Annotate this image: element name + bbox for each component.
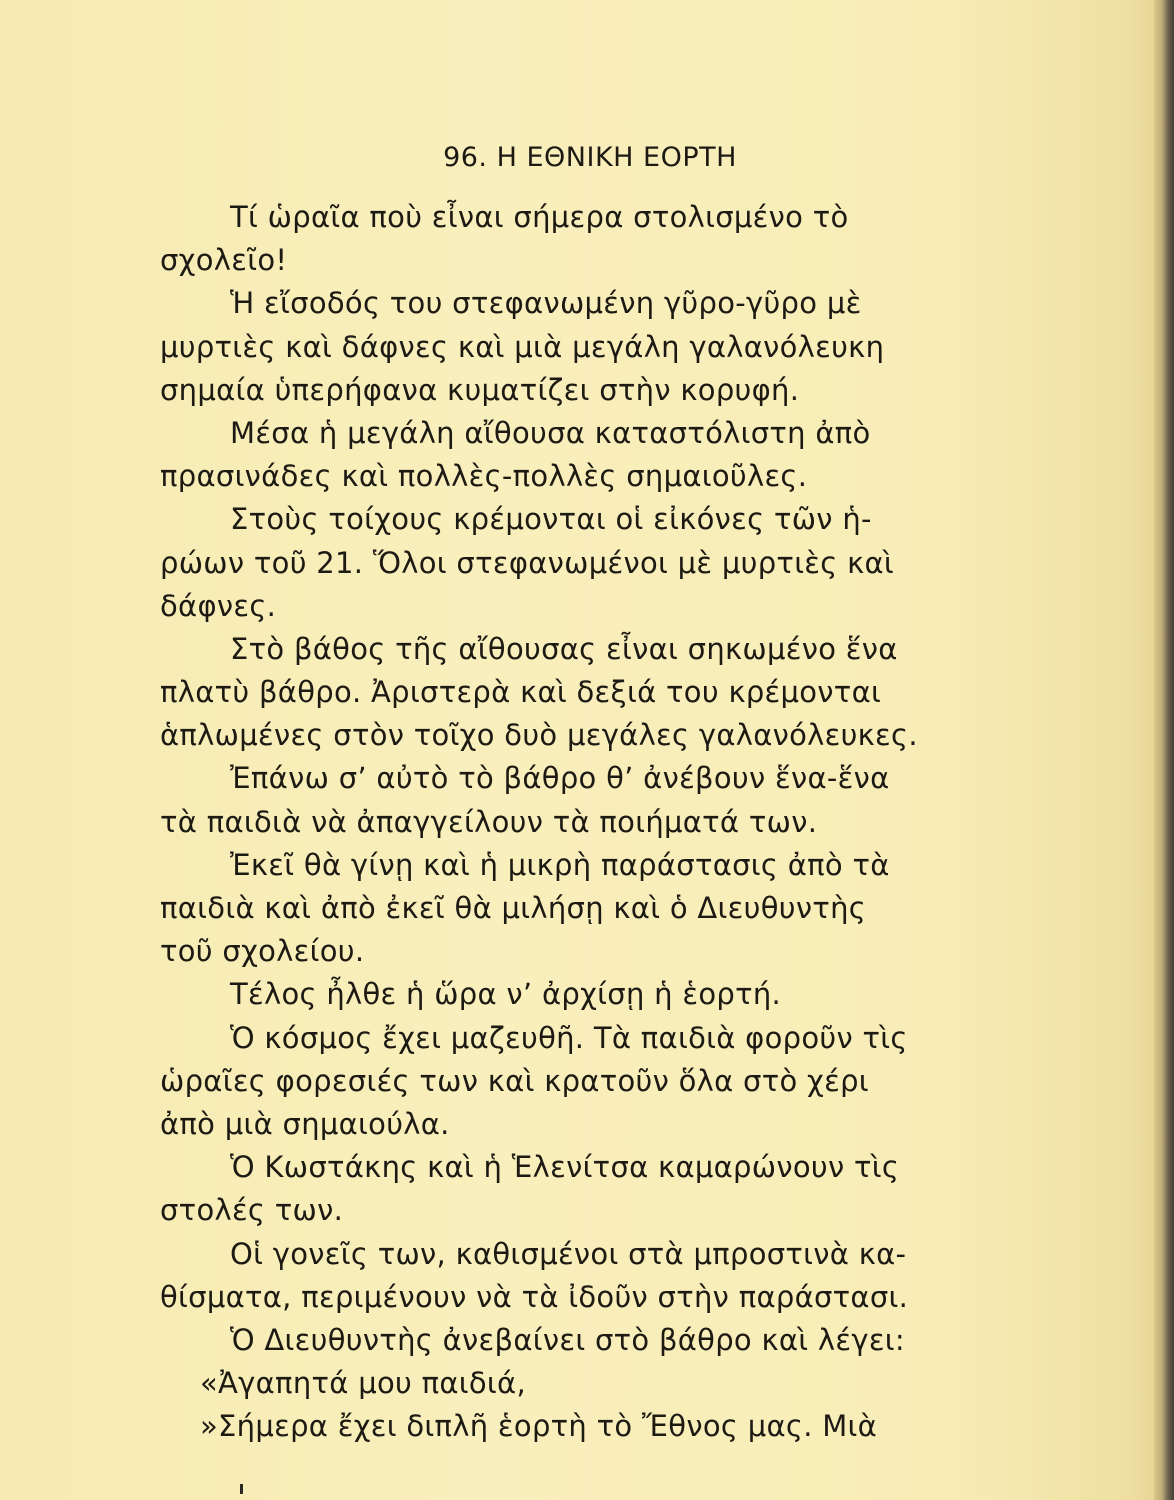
text-line: πλατὺ βάθρο. Ἀριστερὰ καὶ δεξιά του κρέμονται xyxy=(160,675,882,710)
text-line: τὰ παιδιὰ νὰ ἀπαγγείλουν τὰ ποιήματά των. xyxy=(160,804,818,839)
text-block xyxy=(160,138,1020,1448)
page-binding-edge xyxy=(1154,0,1174,1500)
text-line: Ὁ Κωστάκης καὶ ἡ Ἑλενίτσα καμαρώνουν τὶς xyxy=(230,1150,900,1185)
text-line: Στὸ βάθος τῆς αἴθουσας εἶναι σηκωμένο ἕνα xyxy=(230,631,898,666)
text-line: στολές των. xyxy=(160,1193,344,1228)
text-line: δάφνες. xyxy=(160,588,277,623)
text-line: Ἐκεῖ θὰ γίνῃ καὶ ἡ μικρὴ παράστασις ἀπὸ τὰ xyxy=(230,847,890,882)
text-line: ρώων τοῦ 21. Ὅλοι στεφανωμένοι μὲ μυρτιὲς καὶ xyxy=(160,545,895,580)
text-line: Ἡ εἴσοδός του στεφανωμένη γῦρο-γῦρο μὲ xyxy=(230,286,862,321)
text-line: τοῦ σχολείου. xyxy=(160,934,365,969)
text-line: Στοὺς τοίχους κρέμονται οἱ εἰκόνες τῶν ἡ- xyxy=(230,502,872,537)
text-line: ἀπὸ μιὰ σημαιούλα. xyxy=(160,1106,450,1141)
text-line: Τί ὡραῖα ποὺ εἶναι σήμερα στολισμένο τὸ xyxy=(230,200,849,234)
text-line: ἁπλωμένες στὸν τοῖχο δυὸ μεγάλες γαλανόλευκες. xyxy=(160,718,918,753)
text-line: Ὁ κόσμος ἔχει μαζευθῆ. Τὰ παιδιὰ φοροῦν τὶς xyxy=(230,1020,908,1055)
text-line: Ὁ Διευθυντὴς ἀνεβαίνει στὸ βάθρο καὶ λέγει: xyxy=(230,1322,905,1357)
text-line: «Ἀγαπητά μου παιδιά, xyxy=(200,1366,526,1401)
text-line: »Σήμερα ἔχει διπλῆ ἑορτὴ τὸ Ἔθνος μας. Μιὰ xyxy=(200,1409,878,1444)
text-line: πρασινάδες καὶ πολλὲς-πολλὲς σημαιοῦλες. xyxy=(160,459,808,494)
text-line: Μέσα ἡ μεγάλη αἴθουσα καταστόλιστη ἀπὸ xyxy=(230,415,871,450)
chapter-title: 96. Η ΕΘΝΙΚΗ ΕΟΡΤΗ xyxy=(443,142,737,173)
text-line: σχολεῖο! xyxy=(160,243,288,278)
text-line: ὡραῖες φορεσιές των καὶ κρατοῦν ὅλα στὸ χέρι xyxy=(160,1063,869,1098)
text-line: θίσματα, περιμένουν νὰ τὰ ἰδοῦν στὴν παράστασι. xyxy=(160,1279,909,1314)
text-line: Τέλος ἦλθε ἡ ὥρα ν’ ἀρχίσῃ ἡ ἑορτή. xyxy=(230,977,782,1012)
text-line: μυρτιὲς καὶ δάφνες καὶ μιὰ μεγάλη γαλανόλευκη xyxy=(160,329,885,364)
text-line: Οἱ γονεῖς των, καθισμένοι στὰ μπροστινὰ κα- xyxy=(230,1236,907,1271)
text-line: παιδιὰ καὶ ἀπὸ ἐκεῖ θὰ μιλήσῃ καὶ ὁ Διευθυντὴς xyxy=(160,891,867,925)
text-line: Ἐπάνω σ’ αὐτὸ τὸ βάθρο θ’ ἀνέβουν ἕνα-ἕνα xyxy=(230,761,890,796)
body-text xyxy=(160,196,1020,1448)
print-mark xyxy=(240,1484,243,1494)
text-line: σημαία ὑπερήφανα κυματίζει στὴν κορυφή. xyxy=(160,372,800,407)
